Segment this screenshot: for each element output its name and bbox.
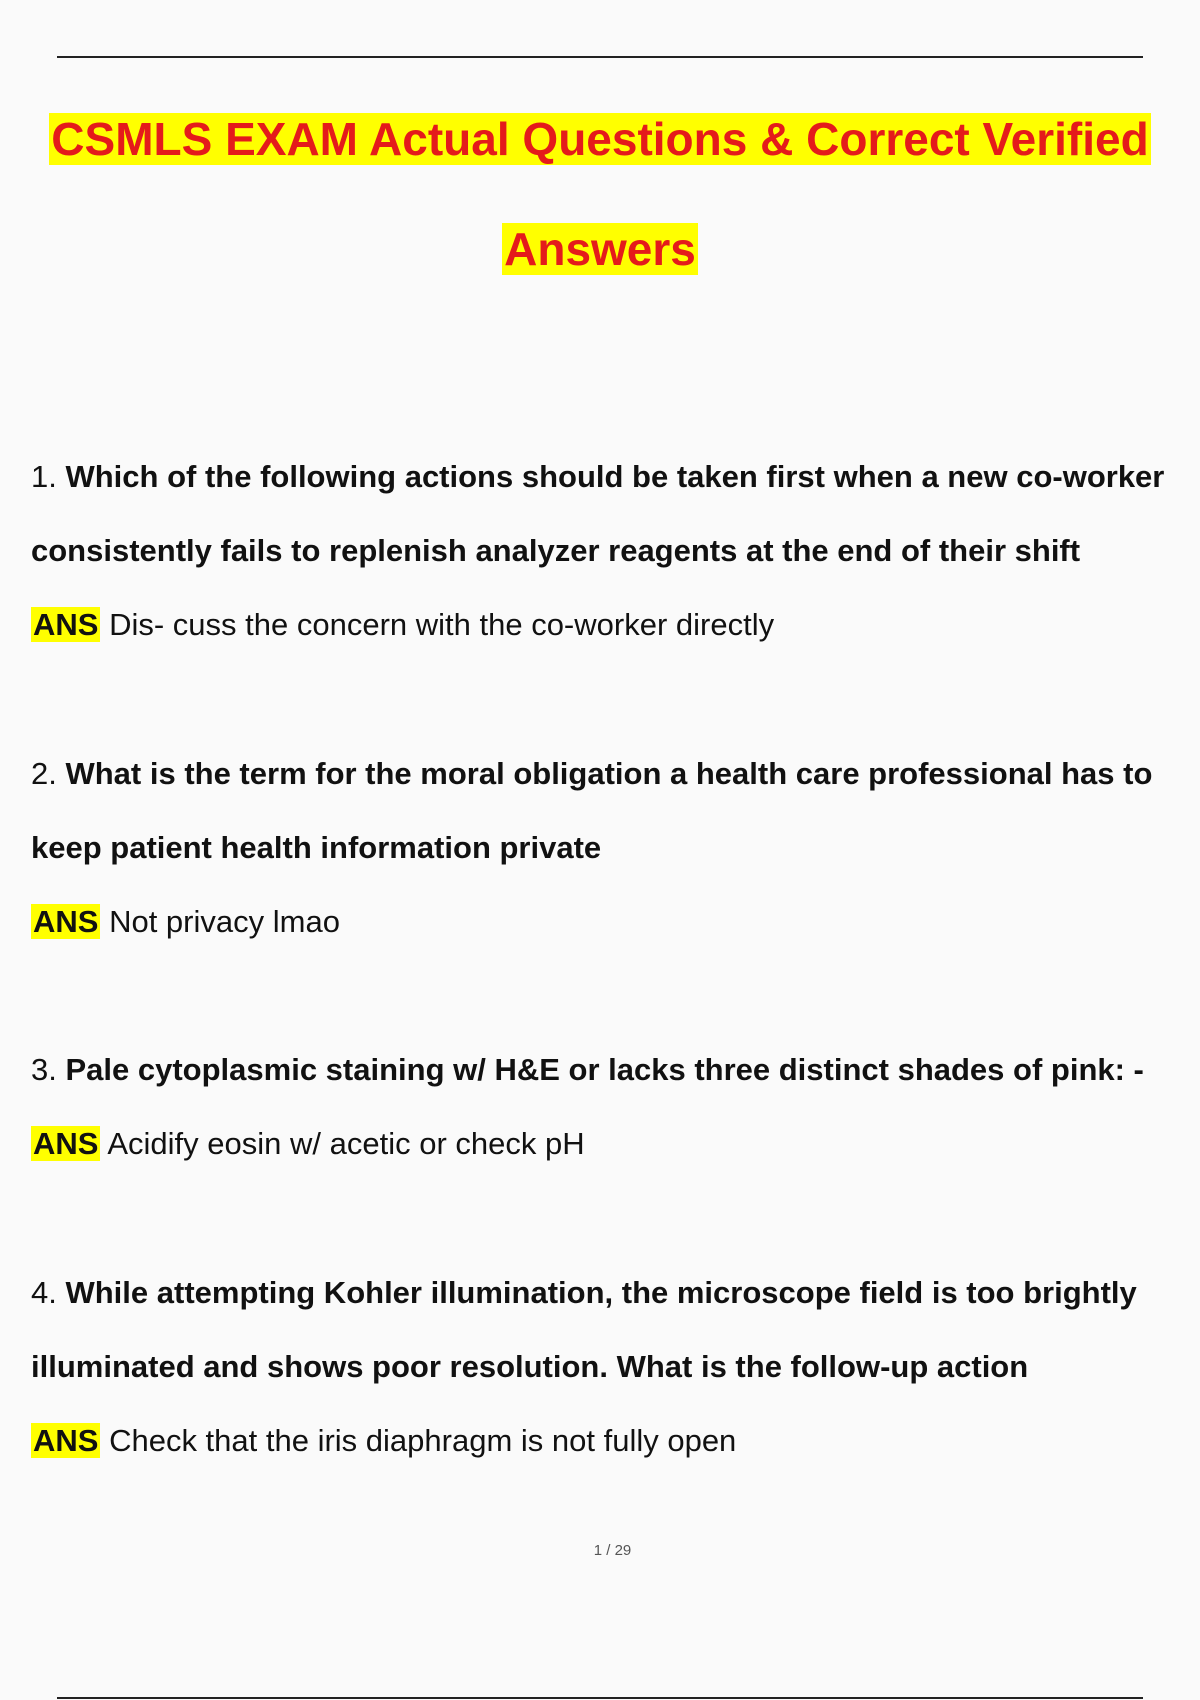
- question-4-text: While attempting Kohler illumination, the microscope field is too brightly: [65, 1275, 1137, 1310]
- question-block-3: [31, 1033, 1191, 1181]
- answer-2: [31, 885, 1191, 959]
- answer-2-label: ANS: [33, 904, 99, 939]
- question-4-text-continued: illuminated and shows poor resolution. What is the follow-up action: [31, 1349, 1029, 1384]
- header-rule: [57, 56, 1143, 58]
- answer-4-label: ANS: [33, 1423, 99, 1458]
- page-number: 1 / 29: [593, 1542, 632, 1559]
- document-title: [0, 112, 1200, 166]
- question-1-text: Which of the following actions should be taken first when a new co-worker: [65, 459, 1165, 494]
- question-4-line-1: [31, 1256, 1191, 1330]
- answer-4-text: Check that the iris diaphragm is not fully open: [109, 1423, 737, 1458]
- question-3-text: Pale cytoplasmic staining w/ H&E or lacks three distinct shades of pink: -: [65, 1052, 1144, 1087]
- question-4-number: 4.: [31, 1275, 57, 1310]
- question-block-4: [31, 1256, 1191, 1478]
- question-4-line-2: [31, 1330, 1191, 1404]
- question-2-text-continued: keep patient health information private: [31, 830, 602, 865]
- question-2-line-1: [31, 737, 1191, 811]
- question-2-text: What is the term for the moral obligation a health care professional has to: [65, 756, 1153, 791]
- question-2-number: 2.: [31, 756, 57, 791]
- question-block-2: [31, 737, 1191, 959]
- answer-2-text: Not privacy lmao: [109, 904, 340, 939]
- question-1-text-continued: consistently fails to replenish analyzer reagents at the end of their shift: [31, 533, 1081, 568]
- question-1-line-1: [31, 440, 1191, 514]
- title-line-2: Answers: [504, 223, 696, 275]
- document-title-continued: [0, 222, 1200, 276]
- question-1-line-2: [31, 514, 1191, 588]
- question-3-line-1: [31, 1033, 1191, 1107]
- answer-3-label: ANS: [33, 1126, 99, 1161]
- answer-1: [31, 588, 1191, 662]
- title-line-1: CSMLS EXAM Actual Questions & Correct Verified: [51, 113, 1149, 165]
- answer-3-text: Acidify eosin w/ acetic or check pH: [107, 1126, 585, 1161]
- answer-1-label: ANS: [33, 607, 99, 642]
- question-3-number: 3.: [31, 1052, 57, 1087]
- answer-4: [31, 1404, 1191, 1478]
- question-1-number: 1.: [31, 459, 57, 494]
- footer-rule: [57, 1697, 1143, 1699]
- answer-3: [31, 1107, 1191, 1181]
- answer-1-text: Dis- cuss the concern with the co-worker directly: [109, 607, 775, 642]
- question-block-1: [31, 440, 1191, 662]
- question-2-line-2: [31, 811, 1191, 885]
